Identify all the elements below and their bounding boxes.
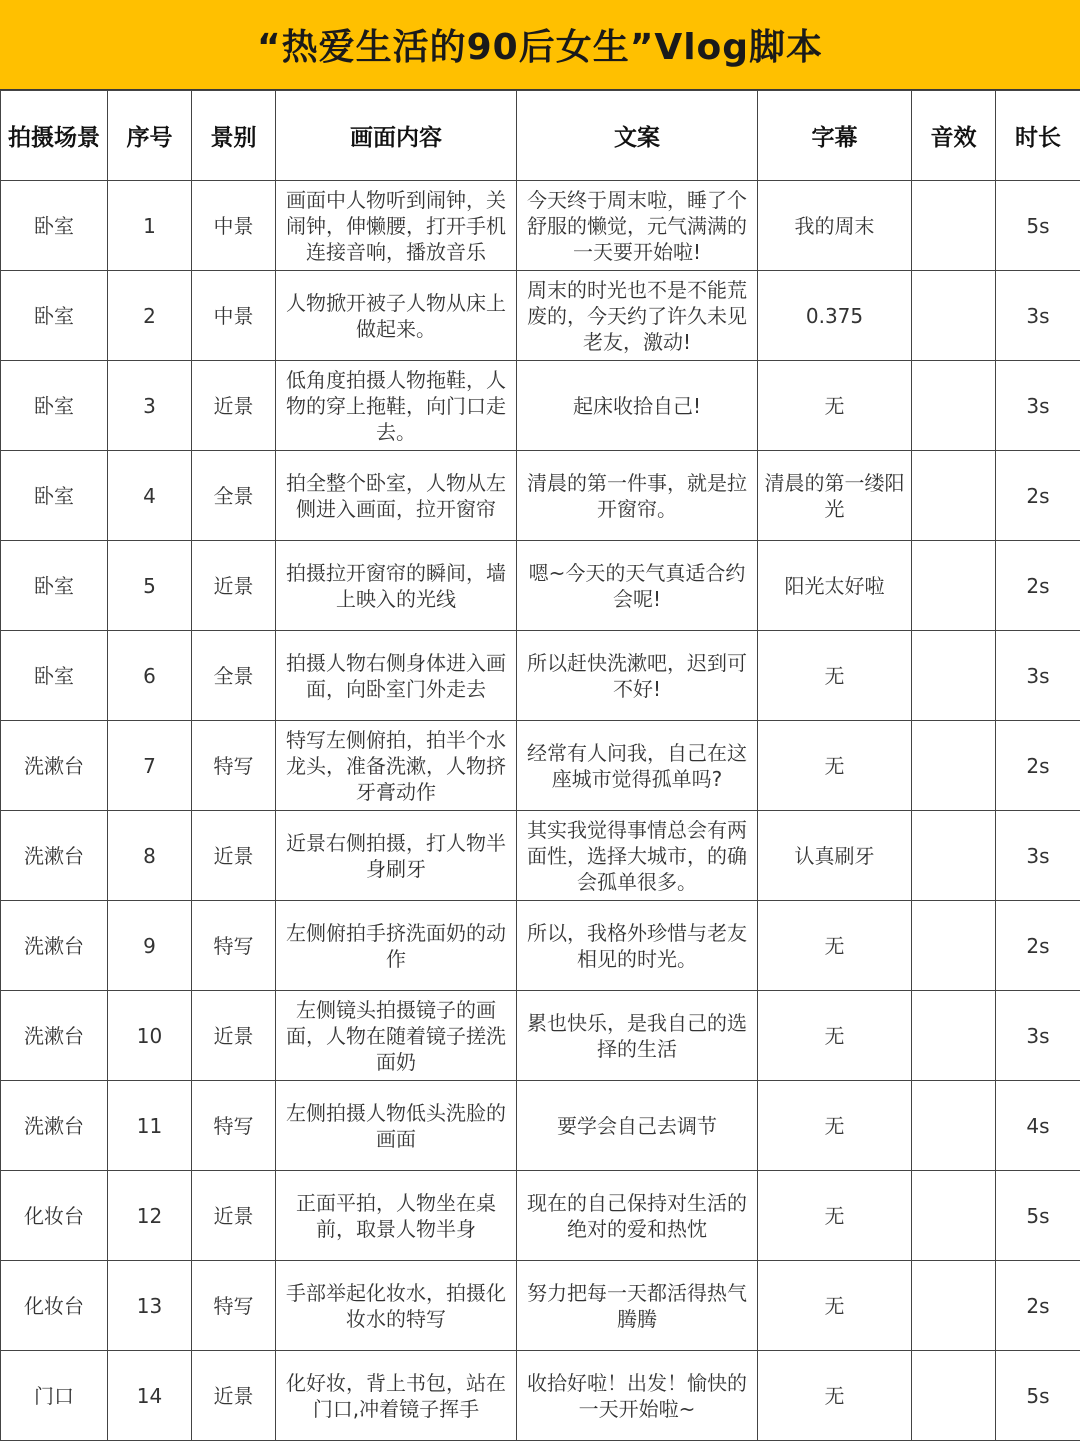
table-row — [1, 181, 1080, 271]
header-content: 画面内容 — [276, 91, 517, 181]
cell-index: 2 — [108, 271, 192, 361]
cell-copy: 清晨的第一件事，就是拉开窗帘。 — [517, 451, 758, 541]
cell-copy: 其实我觉得事情总会有两面性，选择大城市，的确会孤单很多。 — [517, 811, 758, 901]
header-sound: 音效 — [912, 91, 996, 181]
cell-duration: 3s — [996, 631, 1080, 721]
cell-subtitle: 无 — [758, 1351, 912, 1441]
cell-copy: 努力把每一天都活得热气腾腾 — [517, 1261, 758, 1351]
table-row — [1, 721, 1080, 811]
cell-copy: 收拾好啦！出发！愉快的一天开始啦~ — [517, 1351, 758, 1441]
table-row — [1, 451, 1080, 541]
table-row — [1, 361, 1080, 451]
cell-subtitle: 0.375 — [758, 271, 912, 361]
cell-shot: 近景 — [192, 541, 276, 631]
table-row — [1, 1081, 1080, 1171]
cell-scene: 洗漱台 — [1, 901, 108, 991]
cell-copy: 今天终于周末啦，睡了个舒服的懒觉，元气满满的一天要开始啦! — [517, 181, 758, 271]
cell-duration: 5s — [996, 1171, 1080, 1261]
cell-scene: 门口 — [1, 1351, 108, 1441]
cell-index: 5 — [108, 541, 192, 631]
cell-content: 左侧镜头拍摄镜子的画面，人物在随着镜子搓洗面奶 — [276, 991, 517, 1081]
cell-copy: 现在的自己保持对生活的绝对的爱和热忱 — [517, 1171, 758, 1261]
cell-shot: 近景 — [192, 361, 276, 451]
cell-scene: 洗漱台 — [1, 991, 108, 1081]
cell-sound — [912, 901, 996, 991]
cell-index: 12 — [108, 1171, 192, 1261]
cell-shot: 近景 — [192, 1351, 276, 1441]
cell-duration: 2s — [996, 721, 1080, 811]
header-shot: 景别 — [192, 91, 276, 181]
cell-duration: 3s — [996, 811, 1080, 901]
cell-scene: 洗漱台 — [1, 1081, 108, 1171]
cell-copy: 嗯~今天的天气真适合约会呢! — [517, 541, 758, 631]
cell-sound — [912, 451, 996, 541]
cell-shot: 中景 — [192, 271, 276, 361]
header-scene: 拍摄场景 — [1, 91, 108, 181]
cell-scene: 卧室 — [1, 631, 108, 721]
cell-shot: 特写 — [192, 1261, 276, 1351]
cell-subtitle: 无 — [758, 721, 912, 811]
table-row — [1, 1261, 1080, 1351]
cell-duration: 3s — [996, 991, 1080, 1081]
cell-sound — [912, 1261, 996, 1351]
cell-duration: 4s — [996, 1081, 1080, 1171]
script-table — [0, 90, 1080, 1441]
cell-duration: 5s — [996, 181, 1080, 271]
cell-sound — [912, 1351, 996, 1441]
cell-subtitle: 无 — [758, 1261, 912, 1351]
cell-shot: 中景 — [192, 181, 276, 271]
cell-shot: 近景 — [192, 811, 276, 901]
cell-content: 人物掀开被子人物从床上做起来。 — [276, 271, 517, 361]
header-copy: 文案 — [517, 91, 758, 181]
cell-shot: 近景 — [192, 1171, 276, 1261]
cell-duration: 2s — [996, 901, 1080, 991]
cell-scene: 化妆台 — [1, 1261, 108, 1351]
cell-sound — [912, 541, 996, 631]
cell-copy: 累也快乐，是我自己的选择的生活 — [517, 991, 758, 1081]
cell-copy: 所以，我格外珍惜与老友相见的时光。 — [517, 901, 758, 991]
cell-copy: 周末的时光也不是不能荒废的，今天约了许久未见老友，激动! — [517, 271, 758, 361]
cell-index: 14 — [108, 1351, 192, 1441]
cell-content: 左侧拍摄人物低头洗脸的画面 — [276, 1081, 517, 1171]
cell-sound — [912, 1171, 996, 1261]
table-row — [1, 1351, 1080, 1441]
cell-subtitle: 无 — [758, 631, 912, 721]
cell-content: 正面平拍，人物坐在桌前，取景人物半身 — [276, 1171, 517, 1261]
cell-subtitle: 无 — [758, 361, 912, 451]
cell-scene: 洗漱台 — [1, 721, 108, 811]
cell-scene: 洗漱台 — [1, 811, 108, 901]
table-row — [1, 271, 1080, 361]
cell-subtitle: 清晨的第一缕阳光 — [758, 451, 912, 541]
cell-content: 拍摄拉开窗帘的瞬间，墙上映入的光线 — [276, 541, 517, 631]
cell-sound — [912, 271, 996, 361]
cell-shot: 全景 — [192, 631, 276, 721]
cell-duration: 3s — [996, 361, 1080, 451]
cell-scene: 卧室 — [1, 181, 108, 271]
cell-sound — [912, 361, 996, 451]
cell-index: 8 — [108, 811, 192, 901]
cell-index: 13 — [108, 1261, 192, 1351]
cell-content: 特写左侧俯拍，拍半个水龙头，准备洗漱，人物挤牙膏动作 — [276, 721, 517, 811]
cell-scene: 卧室 — [1, 451, 108, 541]
cell-scene: 卧室 — [1, 271, 108, 361]
table-row — [1, 811, 1080, 901]
cell-duration: 3s — [996, 271, 1080, 361]
cell-shot: 近景 — [192, 991, 276, 1081]
cell-content: 近景右侧拍摄，打人物半身刷牙 — [276, 811, 517, 901]
table-row — [1, 991, 1080, 1081]
cell-index: 9 — [108, 901, 192, 991]
cell-copy: 所以赶快洗漱吧，迟到可不好! — [517, 631, 758, 721]
cell-shot: 特写 — [192, 901, 276, 991]
table-row — [1, 541, 1080, 631]
header-index: 序号 — [108, 91, 192, 181]
cell-duration: 2s — [996, 1261, 1080, 1351]
cell-index: 7 — [108, 721, 192, 811]
cell-content: 拍摄人物右侧身体进入画面，向卧室门外走去 — [276, 631, 517, 721]
cell-copy: 起床收拾自己! — [517, 361, 758, 451]
cell-sound — [912, 721, 996, 811]
cell-shot: 全景 — [192, 451, 276, 541]
cell-copy: 要学会自己去调节 — [517, 1081, 758, 1171]
cell-scene: 卧室 — [1, 541, 108, 631]
cell-index: 11 — [108, 1081, 192, 1171]
cell-duration: 2s — [996, 541, 1080, 631]
cell-subtitle: 我的周末 — [758, 181, 912, 271]
table-row — [1, 901, 1080, 991]
table-row — [1, 631, 1080, 721]
cell-shot: 特写 — [192, 1081, 276, 1171]
cell-index: 10 — [108, 991, 192, 1081]
cell-subtitle: 无 — [758, 991, 912, 1081]
cell-sound — [912, 1081, 996, 1171]
cell-content: 低角度拍摄人物拖鞋，人物的穿上拖鞋，向门口走去。 — [276, 361, 517, 451]
cell-subtitle: 认真刷牙 — [758, 811, 912, 901]
cell-index: 4 — [108, 451, 192, 541]
cell-sound — [912, 811, 996, 901]
cell-content: 拍全整个卧室，人物从左侧进入画面，拉开窗帘 — [276, 451, 517, 541]
cell-index: 6 — [108, 631, 192, 721]
cell-copy: 经常有人问我，自己在这座城市觉得孤单吗? — [517, 721, 758, 811]
cell-scene: 化妆台 — [1, 1171, 108, 1261]
cell-duration: 2s — [996, 451, 1080, 541]
cell-content: 左侧俯拍手挤洗面奶的动作 — [276, 901, 517, 991]
table-row — [1, 1171, 1080, 1261]
cell-subtitle: 阳光太好啦 — [758, 541, 912, 631]
header-subtitle: 字幕 — [758, 91, 912, 181]
cell-index: 3 — [108, 361, 192, 451]
cell-subtitle: 无 — [758, 901, 912, 991]
header-duration: 时长 — [996, 91, 1080, 181]
page-title: “热爱生活的90后女生”Vlog脚本 — [257, 19, 823, 70]
header-row — [1, 91, 1080, 181]
cell-sound — [912, 991, 996, 1081]
cell-sound — [912, 631, 996, 721]
cell-shot: 特写 — [192, 721, 276, 811]
cell-content: 化好妆，背上书包，站在门口,冲着镜子挥手 — [276, 1351, 517, 1441]
cell-sound — [912, 181, 996, 271]
cell-subtitle: 无 — [758, 1081, 912, 1171]
cell-content: 画面中人物听到闹钟，关闹钟，伸懒腰，打开手机连接音响，播放音乐 — [276, 181, 517, 271]
cell-content: 手部举起化妆水，拍摄化妆水的特写 — [276, 1261, 517, 1351]
cell-subtitle: 无 — [758, 1171, 912, 1261]
cell-scene: 卧室 — [1, 361, 108, 451]
title-bar — [0, 0, 1080, 90]
cell-duration: 5s — [996, 1351, 1080, 1441]
cell-index: 1 — [108, 181, 192, 271]
